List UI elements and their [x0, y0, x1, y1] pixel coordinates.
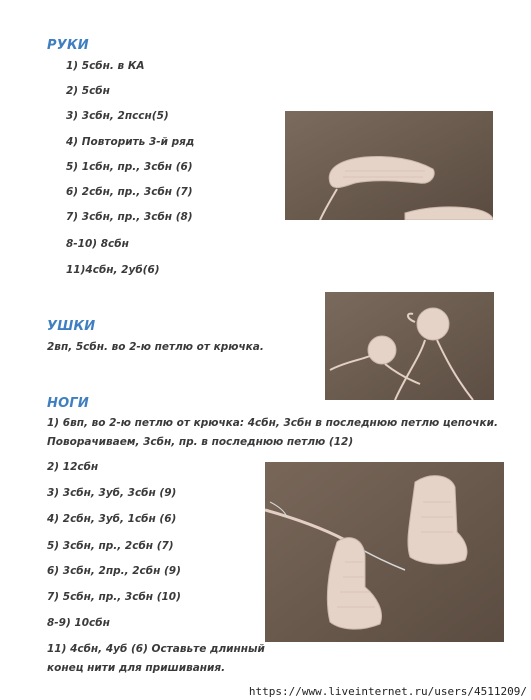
arms-row-2: 2) 5сбн: [66, 85, 110, 97]
leg-photo: [265, 462, 504, 642]
legs-intro: 1) 6вп, во 2-ю петлю от крючка: 4сбн, 3сбн в последнюю петлю цепочки. Поворачиваем, 3сбн, пр. в последнюю петлю (12): [47, 417, 498, 448]
arms-heading: РУКИ: [47, 38, 89, 53]
legs-row-4: 4) 2сбн, 3уб, 1сбн (6): [47, 513, 177, 525]
source-watermark: https://www.liveinternet.ru/users/4511209/: [248, 685, 527, 698]
arms-row-7: 7) 3сбн, пр., 3сбн (8): [66, 211, 193, 223]
ears-heading: УШКИ: [47, 319, 96, 334]
arms-row-4: 4) Повторить 3-й ряд: [66, 136, 195, 148]
ear-photo: [325, 292, 494, 400]
arms-row-8: 8-10) 8сбн: [66, 238, 129, 250]
legs-row-8: 8-9) 10сбн: [47, 617, 110, 629]
legs-row-5: 5) 3сбн, пр., 2сбн (7): [47, 540, 174, 552]
arms-row-9: 11)4сбн, 2уб(6): [66, 264, 160, 276]
legs-row-7: 7) 5сбн, пр., 3сбн (10): [47, 591, 181, 603]
arms-row-1: 1) 5сбн. в КА: [66, 60, 145, 72]
legs-row-2: 2) 12сбн: [47, 461, 99, 473]
arms-row-5: 5) 1сбн, пр., 3сбн (6): [66, 161, 193, 173]
legs-final: 11) 4сбн, 4уб (6) Оставьте длинный конец нити для пришивания.: [47, 643, 265, 674]
legs-row-3: 3) 3сбн, 3уб, 3сбн (9): [47, 487, 177, 499]
legs-row-6: 6) 3сбн, 2пр., 2сбн (9): [47, 565, 181, 577]
legs-heading: НОГИ: [47, 396, 89, 411]
arm-photo: [285, 111, 493, 220]
arms-row-6: 6) 2сбн, пр., 3сбн (7): [66, 186, 193, 198]
ears-text: 2вп, 5сбн. во 2-ю петлю от крючка.: [47, 341, 264, 353]
arms-row-3: 3) 3сбн, 2пссн(5): [66, 110, 169, 122]
